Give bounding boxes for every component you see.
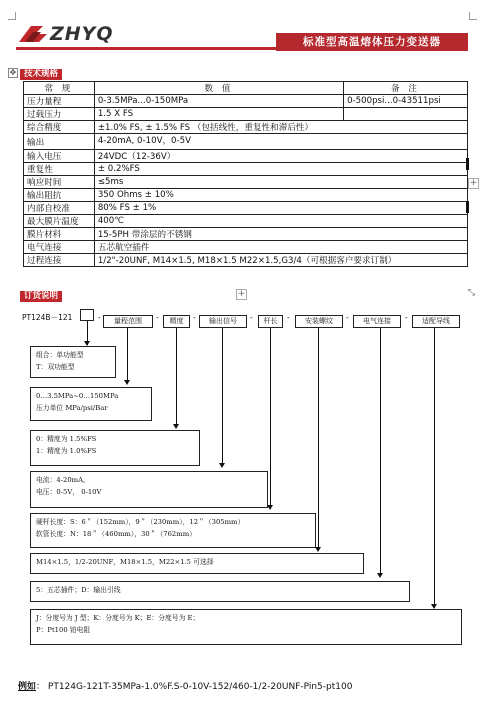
header-output: 输出信号 (199, 315, 247, 328)
spec-value: 350 Ohms ± 10% (94, 189, 467, 202)
example-code: PT124G-121T-35MPa-1.0%F.S-0-10V-152/460-1/2-20UNF-Pin5-pt100 (47, 682, 353, 692)
spec-label: 输出 (24, 134, 95, 150)
option-line: 压力单位 MPa/psi/Bar (36, 404, 108, 412)
spec-label: 过载压力 (24, 108, 95, 121)
table-row (24, 241, 468, 254)
header-electrical: 电气连接 (353, 315, 401, 328)
connector-line (222, 328, 223, 466)
separator-dash: - (156, 313, 159, 322)
option-line: T：双功能型 (36, 363, 75, 371)
separator-dash: - (405, 313, 408, 322)
spec-value: 0-3.5MPa...0-150MPa (94, 95, 343, 108)
header-range: 量程范围 (103, 315, 153, 328)
spec-col-header: 数 值 (94, 82, 343, 95)
option-line: 硬杆长度：S：6＂（152mm），9＂（230mm），12＂（305mm） (36, 518, 245, 526)
option-line: 组合：单功能型 (36, 351, 84, 359)
spec-value: 24VDC（12-36V） (94, 150, 467, 163)
table-row (24, 215, 468, 228)
option-box-accuracy (30, 430, 200, 466)
connector-line (127, 328, 128, 383)
separator-dash: - (98, 313, 101, 322)
option-box-electrical (30, 581, 410, 602)
separator-dash: - (346, 313, 349, 322)
option-box-output (30, 471, 268, 508)
spec-note: 0-500psi...0-43511psi (344, 95, 468, 108)
spec-table (23, 81, 468, 267)
model-prefix: PT124B－121 (22, 313, 73, 322)
option-box-thread (30, 553, 364, 574)
header-wire: 适配导线 (412, 315, 460, 328)
separator-dash: - (250, 313, 253, 322)
table-row (24, 202, 468, 215)
table-row (24, 254, 468, 267)
spec-value: 4-20mA, 0-10V，0-5V (94, 134, 467, 150)
spec-label: 重复性 (24, 163, 95, 176)
option-line: 软管长度：N：18＂（460mm），30＂（762mm） (36, 530, 196, 538)
connector-line (176, 328, 177, 428)
option-line: 1：精度为 1.0%FS (36, 447, 97, 455)
arrow-icon (124, 380, 130, 385)
arrow-icon (377, 573, 383, 578)
table-row (24, 189, 468, 202)
header-rod-length: 杆长 (258, 315, 283, 328)
table-row (24, 163, 468, 176)
spec-value: 400℃ (94, 215, 467, 228)
add-row-icon[interactable]: + (237, 289, 246, 299)
spec-label: 最大膜片温度 (24, 215, 95, 228)
table-row (24, 176, 468, 189)
header-thread: 安装螺纹 (295, 315, 343, 328)
connector-line (318, 328, 319, 550)
header-accuracy: 精度 (163, 315, 190, 328)
spec-value: ±1.0% FS, ± 1.5% FS （包括线性，重复性和滞后性） (94, 121, 467, 134)
arrow-icon (219, 463, 225, 468)
model-code-box (80, 309, 94, 321)
option-line: 0：精度为 1.5%FS (36, 435, 97, 443)
option-line: M14×1.5，1/2-20UNF，M18×1.5，M22×1.5 可选择 (36, 558, 214, 566)
spec-value: 五芯航空插件 (94, 241, 467, 254)
connector-line (270, 328, 271, 508)
spec-label: 输入电压 (24, 150, 95, 163)
connector-line (380, 328, 381, 576)
add-row-icon[interactable]: + (469, 178, 478, 188)
example-line (18, 679, 352, 692)
spec-value: 1.5 X FS (94, 108, 343, 121)
spec-label: 综合精度 (24, 121, 95, 134)
separator-dash: - (193, 313, 196, 322)
example-label: 例如 (18, 682, 37, 692)
spec-label: 输出阻抗 (24, 189, 95, 202)
spec-label: 膜片材料 (24, 228, 95, 241)
spec-value: 80% FS ± 1% (94, 202, 467, 215)
spec-label: 电气连接 (24, 241, 95, 254)
logo-text: ZHYQ (50, 23, 114, 45)
table-row (24, 150, 468, 163)
page-title: 标准型高温熔体压力变送器 (276, 33, 468, 51)
spec-note (344, 108, 468, 121)
table-row (24, 121, 468, 134)
option-line: 5：五芯插件；D：输出引线 (36, 586, 121, 594)
spec-value: ≤5ms (94, 176, 467, 189)
option-line: 电压：0-5V， 0-10V (36, 488, 102, 496)
table-row (24, 134, 468, 150)
spec-label: 压力量程 (24, 95, 95, 108)
resize-handle-icon[interactable]: ⤡ (467, 288, 476, 298)
table-row (24, 228, 468, 241)
spec-value: ± 0.2%FS (94, 163, 467, 176)
option-line: J：分度号为 J 型；K：分度号为 K；E：分度号为 E； (36, 614, 200, 622)
spec-header-row (24, 82, 468, 95)
option-box-wire (30, 609, 462, 645)
crop-mark (8, 12, 16, 20)
spec-col-header: 常 规 (24, 82, 95, 95)
option-box-range (30, 387, 152, 421)
order-section-tag: 订货说明 (20, 291, 62, 302)
text-cursor-mark (466, 158, 469, 170)
spec-col-header: 备 注 (344, 82, 468, 95)
crop-mark (469, 12, 477, 20)
option-box-length (30, 513, 316, 548)
separator-dash: - (287, 313, 290, 322)
spec-value: 1/2"-20UNF, M14×1.5, M18×1.5 M22×1.5,G3/4（可根据客户要求订制） (94, 254, 467, 267)
table-row (24, 108, 468, 121)
spec-label: 内部自校准 (24, 202, 95, 215)
connector-line (434, 328, 435, 608)
spec-section-tag: 技术规格 (20, 69, 62, 80)
option-box-function (30, 346, 116, 378)
text-cursor-mark (466, 201, 469, 213)
option-line: 0…3.5MPa~0…150MPa (36, 392, 119, 400)
arrow-icon (173, 424, 179, 429)
table-row (24, 95, 468, 108)
spec-value: 15-5PH 带涂层的不锈钢 (94, 228, 467, 241)
table-move-handle-icon[interactable]: ✥ (9, 68, 17, 77)
spec-label: 响应时间 (24, 176, 95, 189)
option-line: 电流：4-20mA, (36, 476, 86, 484)
option-line: P：Pt100 铂电阻 (36, 626, 91, 634)
example-colon: ： (36, 682, 46, 692)
spec-label: 过程连接 (24, 254, 95, 267)
